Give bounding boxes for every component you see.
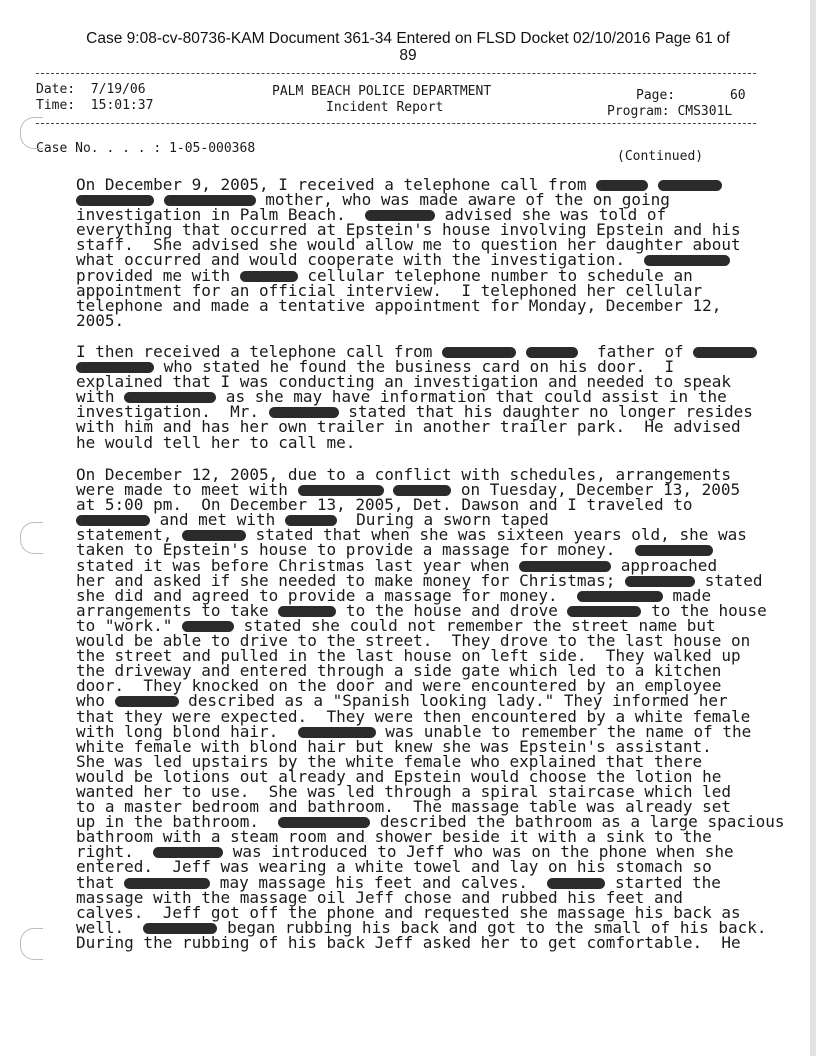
text-segment: approached	[611, 555, 718, 575]
text-segment: white female with blond hair but knew she was Epstein's assistant.	[76, 736, 712, 756]
text-segment: arrangements to take	[76, 600, 279, 620]
text-line	[76, 495, 710, 515]
text-segment: wanted her to use. She was led through a spiral staircase which led	[76, 781, 732, 801]
text-segment: investigation. Mr.	[76, 402, 269, 422]
text-segment: bathroom with a steam room and shower beside it with a sink to the	[76, 827, 712, 847]
text-segment: stated that his daughter no longer resides	[338, 402, 753, 422]
text-segment: explained that I was conducting an investigation and needed to speak	[76, 372, 732, 392]
case-label: Case No. . . . :	[36, 141, 162, 156]
text-segment: to the house	[641, 600, 767, 620]
text-segment: stated it was before Christmas last year when	[76, 555, 520, 575]
text-segment: appointment for an official interview. I telephoned her cellular	[76, 280, 703, 300]
text-line	[76, 295, 722, 315]
text-segment: to the house and drove	[336, 600, 568, 620]
text-segment: father of	[577, 342, 694, 361]
text-segment: began rubbing his back and got to the small of his back.	[217, 917, 767, 937]
text-segment: who	[76, 691, 115, 711]
text-line	[76, 402, 753, 422]
text-segment: stated	[695, 570, 763, 590]
text-line	[76, 570, 763, 590]
text-segment: entered. Jeff was wearing a white towel and lay on his stomach so	[76, 857, 712, 877]
report-date	[36, 82, 146, 97]
text-line	[76, 250, 710, 270]
text-segment: taken to Epstein's house to provide a massage for money.	[76, 540, 635, 560]
text-segment: at 5:00 pm. On December 13, 2005, Det. Dawson and I traveled to	[76, 495, 693, 515]
text-segment: door. They knocked on the door and were encountered by an employee	[76, 676, 722, 696]
date-label: Date:	[36, 82, 76, 97]
text-segment: On December 9, 2005, I received a telephone call from	[76, 175, 597, 194]
report-type: Incident Report	[326, 100, 444, 115]
program-code	[607, 104, 732, 119]
text-line	[76, 480, 741, 500]
text-segment: with	[76, 387, 125, 407]
text-line	[76, 372, 732, 392]
header-bottom-divider	[36, 123, 756, 124]
text-segment: he would tell her to call me.	[76, 432, 356, 452]
text-segment: may massage his feet and calves.	[210, 872, 548, 892]
text-segment: that they were expected. They were then encountered by a white female	[76, 706, 751, 726]
text-segment: stated that when she was sixteen years old, she was	[245, 525, 747, 545]
time-label: Time:	[36, 98, 76, 113]
text-line	[76, 887, 710, 907]
report-time	[36, 98, 153, 113]
text-segment: who stated he found the business card on his door. I	[154, 357, 675, 377]
page-label: Page:	[636, 88, 676, 103]
text-segment: would be able to drive to the street. They drove to the last house on	[76, 631, 751, 651]
court-filing-stamp-line1: Case 9:08-cv-80736-KAM Document 361-34 Entered on FLSD Docket 02/10/2016 Page 61 of	[86, 30, 730, 47]
text-segment: 2005.	[76, 310, 125, 330]
text-line	[76, 205, 710, 225]
text-line	[76, 220, 741, 240]
text-segment: would be lotions out already and Epstein would choose the lotion he	[76, 766, 722, 786]
text-line	[76, 525, 747, 545]
text-segment: the street and pulled in the last house on left side. They walked up	[76, 646, 741, 666]
text-segment: as she may have information that could assist in the	[216, 387, 727, 407]
text-segment: was introduced to Jeff who was on the phone when she	[223, 842, 734, 862]
text-line	[76, 797, 732, 817]
text-line	[76, 465, 732, 484]
text-line	[76, 842, 734, 862]
text-segment: right.	[76, 842, 154, 862]
text-line	[76, 902, 741, 922]
text-line	[76, 342, 710, 361]
text-line	[76, 827, 712, 847]
text-segment: calves. Jeff got off the phone and requested she massage his back as	[76, 902, 741, 922]
text-segment: were made to meet with	[76, 480, 298, 500]
text-segment: On December 12, 2005, due to a conflict with schedules, arrangements	[76, 465, 732, 484]
text-line	[76, 265, 710, 285]
text-segment: on Tuesday, December 13, 2005	[451, 480, 741, 500]
court-filing-stamp-line2: 89	[399, 47, 417, 64]
text-segment: to "work."	[76, 615, 182, 635]
narrative-paragraph-2	[76, 342, 753, 452]
text-segment: mother, who was made aware of the on going	[255, 190, 670, 210]
text-segment: provided me with	[76, 265, 240, 285]
text-line	[76, 357, 710, 377]
text-line	[76, 175, 710, 194]
text-line	[76, 706, 751, 726]
text-line	[76, 280, 710, 300]
text-segment: stated she could not remember the street name but	[233, 615, 716, 635]
department-name: PALM BEACH POLICE DEPARTMENT	[272, 84, 492, 99]
page-edge-shadow	[810, 0, 816, 1056]
redaction-bar	[693, 347, 757, 358]
text-segment: I then received a telephone call from	[76, 342, 443, 361]
program-label: Program:	[607, 104, 670, 119]
text-segment: that	[76, 872, 125, 892]
text-segment: well.	[76, 917, 144, 937]
text-segment: her and asked if she needed to make money for Christmas;	[76, 570, 626, 590]
text-segment: During the rubbing of his back Jeff asked her to get comfortable. He	[76, 932, 741, 952]
narrative-paragraph-3	[76, 465, 785, 952]
text-segment: telephone and made a tentative appointment for Monday, December 12,	[76, 295, 722, 315]
narrative-paragraph-1	[76, 175, 741, 330]
text-segment: she did and agreed to provide a massage for money.	[76, 585, 577, 605]
text-line	[76, 872, 721, 892]
text-line	[76, 691, 728, 711]
text-segment: started the	[605, 872, 721, 892]
text-segment: She was led upstairs by the white female who explained that there	[76, 751, 703, 771]
text-line	[76, 585, 712, 605]
text-segment: cellular telephone number to schedule an	[297, 265, 693, 285]
text-line	[76, 766, 722, 786]
page-number	[636, 88, 746, 103]
hole-punch-mark	[20, 522, 43, 554]
text-line	[76, 812, 785, 832]
hole-punch-mark	[20, 117, 43, 149]
date-value: 7/19/06	[90, 82, 146, 97]
program-value: CMS301L	[677, 104, 733, 119]
text-line	[76, 631, 751, 651]
text-segment: everything that occurred at Epstein's house involving Epstein and his	[76, 220, 741, 240]
text-segment: staff. She advised she would allow me to question her daughter about	[76, 235, 741, 255]
page-value: 60	[729, 88, 746, 103]
text-line	[76, 781, 732, 801]
text-segment: investigation in Palm Beach.	[76, 205, 365, 225]
text-segment: with him and has her own trailer in another trailer park. He advised	[76, 417, 741, 437]
continued-label: (Continued)	[617, 149, 704, 164]
text-line	[76, 932, 741, 952]
case-number	[36, 141, 255, 156]
text-line	[76, 540, 710, 560]
text-line	[76, 721, 752, 741]
text-segment: what occurred and would cooperate with the investigation.	[76, 250, 645, 270]
text-segment: During a sworn taped	[336, 510, 549, 530]
text-segment: up in the bathroom.	[76, 812, 279, 832]
text-segment: with long blond hair.	[76, 721, 298, 741]
text-line	[76, 646, 741, 666]
text-segment: was unable to remember the name of the	[375, 721, 752, 741]
time-value: 15:01:37	[90, 98, 154, 113]
text-segment: to a master bedroom and bathroom. The massage table was already set	[76, 797, 732, 817]
text-line	[76, 917, 767, 937]
text-segment: described the bathroom as a large spacious	[370, 812, 785, 832]
text-line	[76, 676, 722, 696]
text-line	[76, 751, 710, 771]
text-line	[76, 736, 712, 756]
text-segment: massage with the massage oil Jeff chose and rubbed his feet and	[76, 887, 683, 907]
text-line	[76, 387, 727, 407]
text-line	[76, 555, 718, 575]
header-top-divider	[36, 73, 756, 74]
text-segment: made	[662, 585, 712, 605]
text-line	[76, 417, 741, 437]
case-value: 1-05-000368	[169, 141, 256, 156]
text-segment: the driveway and entered through a side gate which led to a kitchen	[76, 661, 722, 681]
text-segment: statement,	[76, 525, 182, 545]
text-line	[76, 615, 716, 635]
court-filing-stamp	[0, 30, 816, 64]
text-line	[76, 235, 741, 255]
text-line	[76, 857, 712, 877]
text-line	[76, 661, 722, 681]
text-line	[76, 190, 710, 210]
text-segment: advised she was told of	[434, 205, 667, 225]
text-segment: described as a "Spanish looking lady." They informed her	[178, 691, 728, 711]
text-line	[76, 600, 767, 620]
text-segment: and met with	[150, 510, 285, 530]
hole-punch-mark	[20, 928, 43, 960]
